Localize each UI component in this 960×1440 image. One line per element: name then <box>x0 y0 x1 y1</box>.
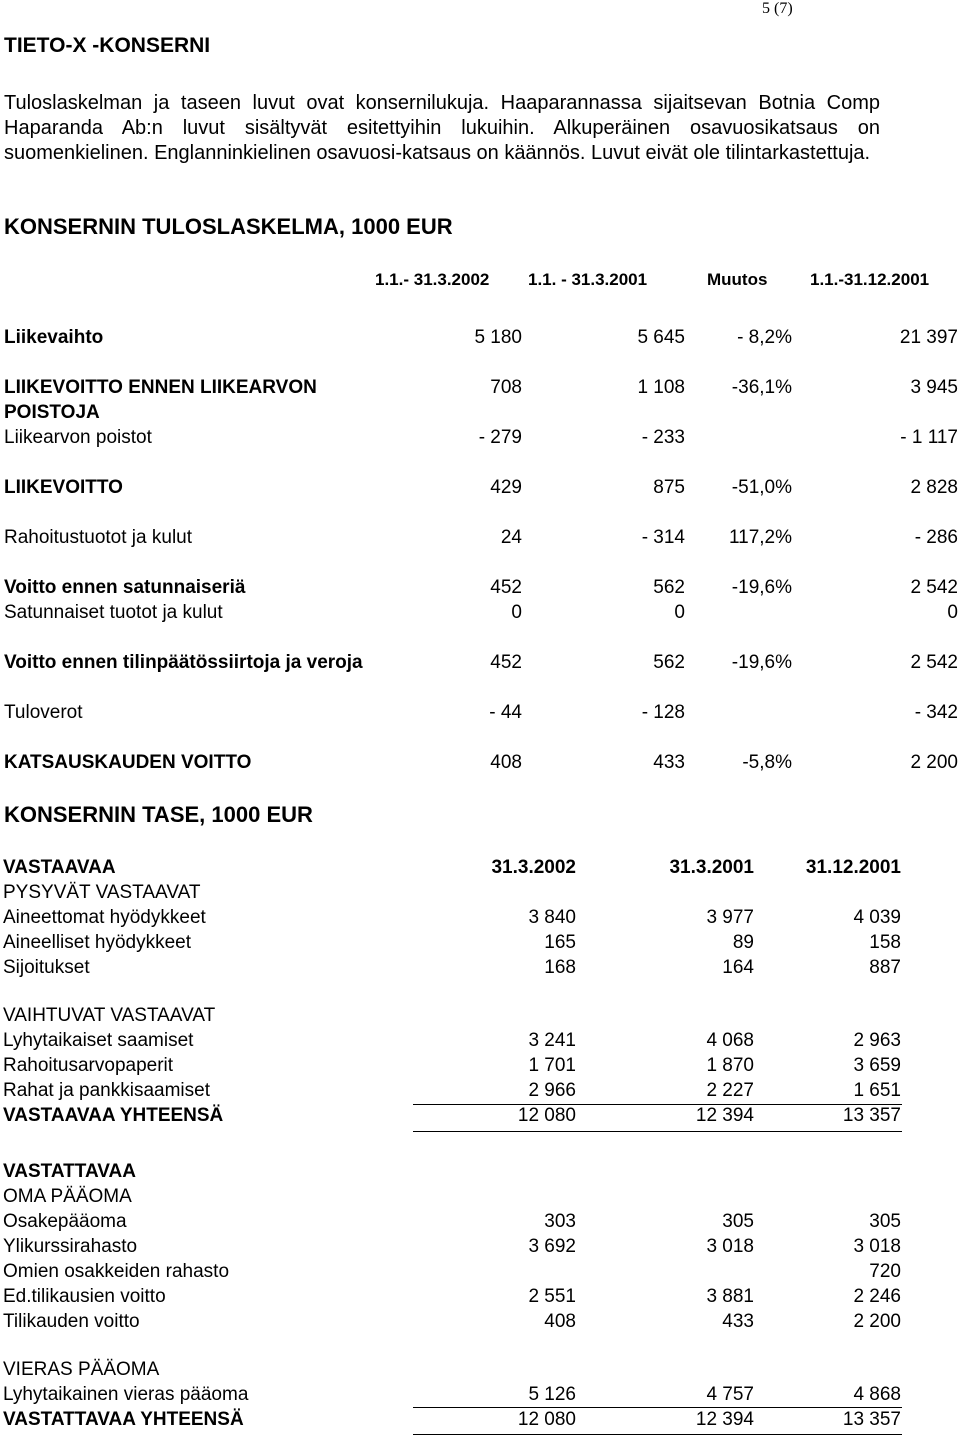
income-row <box>0 425 960 475</box>
balance-value-31-3-2001: 4 757 <box>706 1384 754 1405</box>
balance-value-31-3-2001: 31.3.2001 <box>669 857 754 878</box>
balance-value-31-12-2001: 4 868 <box>853 1384 901 1405</box>
balance-sheet-title: KONSERNIN TASE, 1000 EUR <box>4 802 313 827</box>
income-row <box>0 700 960 750</box>
balance-row <box>0 955 960 980</box>
balance-row <box>0 1357 960 1382</box>
income-row-label: Satunnaiset tuotot ja kulut <box>4 602 223 623</box>
balance-value-31-3-2002: 5 126 <box>528 1384 576 1405</box>
balance-row <box>0 1234 960 1259</box>
income-row <box>0 475 960 525</box>
balance-value-31-3-2002: 12 080 <box>517 1105 576 1126</box>
balance-row-label: PYSYVÄT VASTAAVAT <box>3 882 201 903</box>
balance-row-label: Sijoitukset <box>3 957 90 978</box>
income-row-label: Tuloverot <box>4 702 83 723</box>
header-q1-2002: 1.1.- 31.3.2002 <box>375 270 490 289</box>
income-value-year-2001: 21 397 <box>899 327 958 348</box>
balance-row-label: Lyhytaikainen vieras pääoma <box>3 1384 249 1405</box>
balance-row-label: VASTATTAVAA YHTEENSÄ <box>3 1409 244 1430</box>
balance-value-31-3-2002: 303 <box>544 1211 576 1232</box>
balance-row <box>0 1103 960 1128</box>
balance-row <box>0 905 960 930</box>
income-value-q1-2001: - 233 <box>641 427 685 448</box>
balance-value-31-12-2001: 13 357 <box>842 1105 901 1126</box>
income-value-change: -51,0% <box>731 477 792 498</box>
income-value-year-2001: - 286 <box>914 527 958 548</box>
header-year-2001: 1.1.-31.12.2001 <box>810 270 930 289</box>
balance-value-31-3-2002: 3 692 <box>528 1236 576 1257</box>
balance-row-label: Ylikurssirahasto <box>3 1236 138 1257</box>
balance-value-31-3-2002: 1 701 <box>528 1055 576 1076</box>
balance-row <box>0 1078 960 1103</box>
income-value-year-2001: 3 945 <box>910 377 958 398</box>
balance-value-31-3-2002: 3 840 <box>528 907 576 928</box>
income-value-q1-2001: 875 <box>653 477 685 498</box>
income-value-q1-2001: 1 108 <box>637 377 685 398</box>
income-row-label: Liikevaihto <box>4 327 104 348</box>
income-value-q1-2002: 452 <box>490 652 522 673</box>
income-value-change: -19,6% <box>731 577 792 598</box>
company-title: TIETO-X -KONSERNI <box>4 34 211 57</box>
balance-value-31-3-2001: 305 <box>722 1211 754 1232</box>
balance-value-31-3-2002: 3 241 <box>528 1030 576 1051</box>
header-change: Muutos <box>707 270 768 289</box>
total-rule <box>413 1434 902 1435</box>
balance-row <box>0 1284 960 1309</box>
balance-value-31-3-2001: 164 <box>722 957 754 978</box>
balance-value-31-3-2002: 408 <box>544 1311 576 1332</box>
balance-row-label: Osakepääoma <box>3 1211 127 1232</box>
page-number: 5 (7) <box>762 0 793 17</box>
income-row <box>0 600 960 650</box>
income-value-q1-2002: - 44 <box>489 702 522 723</box>
header-q1-2001: 1.1. - 31.3.2001 <box>528 270 648 289</box>
income-value-year-2001: 2 542 <box>910 577 958 598</box>
balance-row-label: VIERAS PÄÄOMA <box>3 1359 160 1380</box>
balance-row-label: VAIHTUVAT VASTAAVAT <box>3 1005 216 1026</box>
income-value-year-2001: 2 828 <box>910 477 958 498</box>
balance-row-label: Ed.tilikausien voitto <box>3 1286 166 1307</box>
balance-value-31-12-2001: 158 <box>869 932 901 953</box>
total-rule <box>413 1407 902 1408</box>
balance-value-31-3-2002: 2 966 <box>528 1080 576 1101</box>
balance-row <box>0 1159 960 1184</box>
balance-row-label: Omien osakkeiden rahasto <box>3 1261 230 1282</box>
balance-value-31-12-2001: 31.12.2001 <box>805 857 901 878</box>
balance-row-label: Aineelliset hyödykkeet <box>3 932 191 953</box>
income-value-change: -19,6% <box>731 652 792 673</box>
income-value-q1-2001: - 314 <box>641 527 685 548</box>
income-row <box>0 525 960 575</box>
balance-value-31-3-2002: 12 080 <box>517 1409 576 1430</box>
total-rule <box>413 1131 902 1132</box>
balance-value-31-3-2002: 168 <box>544 957 576 978</box>
balance-row-label: VASTATTAVAA <box>3 1161 136 1182</box>
income-row-label: LIIKEVOITTO ENNEN LIIKEARVON POISTOJA <box>4 377 317 423</box>
income-value-q1-2002: 408 <box>490 752 522 773</box>
balance-row-label: Tilikauden voitto <box>3 1311 140 1332</box>
balance-value-31-12-2001: 305 <box>869 1211 901 1232</box>
income-value-q1-2001: 562 <box>653 577 685 598</box>
balance-value-31-3-2001: 2 227 <box>706 1080 754 1101</box>
intro-paragraph: Tuloslaskelman ja taseen luvut ovat konsernilukuja. Haaparannassa sijaitsevan Botnia Comp Haparanda Ab:n luvut sisältyvät esitettyihin lukuihin. Alkuperäinen osavuosikatsaus on suomenkielinen. Englanninkielinen osavuosi-katsaus on käännös. Luvut eivät ole tilintarkastettuja. <box>4 92 880 164</box>
balance-row <box>0 1309 960 1334</box>
balance-row <box>0 1053 960 1078</box>
total-rule <box>413 1104 902 1105</box>
balance-value-31-3-2001: 3 018 <box>706 1236 754 1257</box>
income-value-change: 117,2% <box>728 527 792 548</box>
balance-row <box>0 1003 960 1028</box>
balance-row-label: Aineettomat hyödykkeet <box>3 907 206 928</box>
balance-value-31-3-2001: 3 977 <box>706 907 754 928</box>
balance-value-31-3-2002: 31.3.2002 <box>491 857 576 878</box>
income-value-year-2001: 2 542 <box>910 652 958 673</box>
balance-row-label: VASTAAVAA YHTEENSÄ <box>3 1105 224 1126</box>
income-value-change: -36,1% <box>731 377 792 398</box>
income-value-q1-2002: 708 <box>490 377 522 398</box>
balance-row <box>0 1209 960 1234</box>
income-row <box>0 650 960 700</box>
balance-row <box>0 1028 960 1053</box>
balance-value-31-3-2001: 3 881 <box>706 1286 754 1307</box>
balance-row <box>0 855 960 880</box>
income-row-label: Voitto ennen tilinpäätössiirtoja ja veroja <box>4 652 363 673</box>
balance-value-31-3-2001: 12 394 <box>695 1105 754 1126</box>
balance-row-label: Lyhytaikaiset saamiset <box>3 1030 194 1051</box>
income-value-q1-2001: 562 <box>653 652 685 673</box>
balance-value-31-12-2001: 1 651 <box>853 1080 901 1101</box>
income-row-label: KATSAUSKAUDEN VOITTO <box>4 752 252 773</box>
income-row <box>0 325 960 375</box>
income-value-q1-2002: 24 <box>500 527 522 548</box>
balance-value-31-12-2001: 2 246 <box>853 1286 901 1307</box>
balance-value-31-12-2001: 3 659 <box>853 1055 901 1076</box>
balance-row-label: OMA PÄÄOMA <box>3 1186 132 1207</box>
balance-value-31-12-2001: 2 200 <box>853 1311 901 1332</box>
income-value-q1-2002: 0 <box>511 602 522 623</box>
income-value-year-2001: 2 200 <box>910 752 958 773</box>
income-value-change: - 8,2% <box>737 327 792 348</box>
income-row <box>0 750 960 800</box>
balance-row <box>0 1259 960 1284</box>
balance-value-31-12-2001: 2 963 <box>853 1030 901 1051</box>
balance-value-31-12-2001: 887 <box>869 957 901 978</box>
income-value-year-2001: - 1 117 <box>900 427 958 448</box>
income-statement-title: KONSERNIN TULOSLASKELMA, 1000 EUR <box>4 214 453 239</box>
income-value-q1-2001: 433 <box>653 752 685 773</box>
income-row-label: LIIKEVOITTO <box>4 477 123 498</box>
balance-value-31-3-2002: 2 551 <box>528 1286 576 1307</box>
income-value-q1-2002: 429 <box>490 477 522 498</box>
income-row-label: Voitto ennen satunnaiseriä <box>4 577 246 598</box>
income-value-q1-2002: 452 <box>490 577 522 598</box>
income-value-q1-2002: 5 180 <box>474 327 522 348</box>
balance-row <box>0 1184 960 1209</box>
income-value-q1-2001: 0 <box>674 602 685 623</box>
income-value-year-2001: 0 <box>947 602 958 623</box>
balance-row-label: VASTAAVAA <box>3 857 116 878</box>
income-row-label: Rahoitustuotot ja kulut <box>4 527 193 548</box>
balance-row <box>0 880 960 905</box>
income-value-q1-2001: - 128 <box>641 702 685 723</box>
income-row-label: Liikearvon poistot <box>4 427 152 448</box>
balance-value-31-3-2002: 165 <box>544 932 576 953</box>
balance-row <box>0 1382 960 1407</box>
balance-value-31-3-2001: 89 <box>732 932 754 953</box>
balance-row-label: Rahoitusarvopaperit <box>3 1055 174 1076</box>
income-value-q1-2002: - 279 <box>478 427 522 448</box>
balance-value-31-3-2001: 4 068 <box>706 1030 754 1051</box>
income-value-year-2001: - 342 <box>914 702 958 723</box>
balance-value-31-12-2001: 4 039 <box>853 907 901 928</box>
income-row <box>0 375 960 425</box>
balance-row-label: Rahat ja pankkisaamiset <box>3 1080 210 1101</box>
balance-value-31-3-2001: 12 394 <box>695 1409 754 1430</box>
balance-row <box>0 1407 960 1432</box>
balance-value-31-3-2001: 433 <box>722 1311 754 1332</box>
balance-value-31-12-2001: 3 018 <box>853 1236 901 1257</box>
balance-value-31-12-2001: 720 <box>869 1261 901 1282</box>
balance-row <box>0 930 960 955</box>
balance-value-31-3-2001: 1 870 <box>706 1055 754 1076</box>
income-value-change: -5,8% <box>742 752 792 773</box>
balance-value-31-12-2001: 13 357 <box>842 1409 901 1430</box>
income-value-q1-2001: 5 645 <box>637 327 685 348</box>
